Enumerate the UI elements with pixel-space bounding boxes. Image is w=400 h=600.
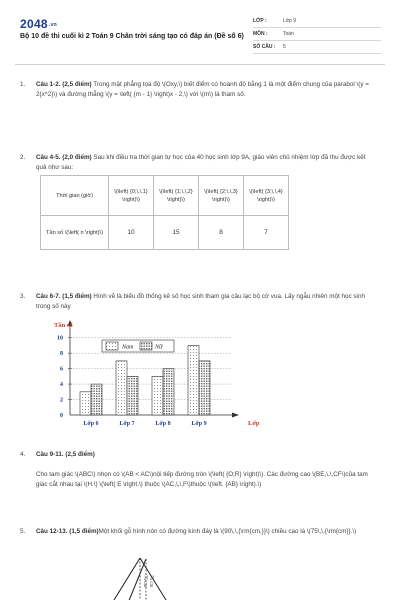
x-tick-label: Lớp 8: [155, 421, 171, 427]
legend-swatch-nu: [140, 342, 152, 350]
table-cell: \(\left( {3;\,\,4} \right)\): [244, 176, 289, 216]
y-tick-label: 0: [60, 413, 63, 419]
table-cell: \(\left( {0;\,\,1} \right)\): [109, 176, 154, 216]
y-tick-label: 8: [60, 351, 63, 358]
y-axis-label: Tần số: [54, 322, 73, 329]
page-title: Bộ 10 đề thi cuối kì 2 Toán 9 Chân trời sáng tạo có đáp án (Đề số 6): [20, 33, 244, 40]
x-tick-label: Lớp 7: [119, 421, 135, 427]
table-cell: \(\left( {2;\,\,3} \right)\): [199, 176, 244, 216]
y-tick-label: 2: [60, 397, 63, 404]
chess-club-bar-chart: [36, 318, 276, 433]
header-divider: [15, 64, 385, 65]
question-4-text: Cho tam giác \(ABC\) nhọn có \(AB < AC\)nội tiếp đường tròn \(\left( {O;R} \right)\). Các đường cao \(BE,\,\,CF\)của tam giác cắt nhau tại \(H.\) \(\left( E \right.\) thuộc \(AC,\,\,F\)thuộc \(\left. {AB} \right).\): [36, 471, 368, 488]
bar-nữ-9: [199, 361, 210, 415]
table-row-header: Tần số \(\left( n \right)\): [41, 216, 109, 250]
cone-height-label: 75 cm: [142, 575, 147, 588]
site-logo[interactable]: 2048.vn: [20, 17, 58, 31]
y-tick-label: 6: [60, 366, 63, 373]
question-2-label: Câu 4-5. (2,0 điểm): [36, 154, 92, 161]
table-cell: 10: [109, 216, 154, 250]
document-header: [0, 0, 400, 62]
question-1-text: Trong mặt phẳng tọa độ \(Oxy,\) biết điểm có hoành độ bằng 1 là một điểm chung của parabol \(y = 2{x^2}\) và đường thẳng \(y = \left( {m - 1} \right)x - 2,\) với \(m\) là tham số.: [36, 81, 369, 98]
bar-nữ-7: [127, 376, 138, 415]
table-row: [41, 216, 289, 250]
study-time-table: [40, 175, 289, 250]
table-cell: 8: [199, 216, 244, 250]
bar-nam-7: [116, 361, 127, 415]
x-tick-label: Lớp 9: [191, 421, 207, 427]
y-tick-label: 10: [57, 335, 63, 342]
legend-label-nam: Nam: [122, 344, 134, 351]
table-cell: 7: [244, 216, 289, 250]
meta-count-row: SỐ CÂU : 5: [253, 41, 381, 54]
table-row-header: Thời gian (giờ): [41, 176, 109, 216]
question-3-label: Câu 6-7. (1,5 điểm): [36, 293, 92, 300]
bar-nam-9: [188, 345, 199, 415]
bar-nữ-6: [91, 384, 102, 415]
cone-shape: [110, 555, 190, 600]
bar-nam-6: [80, 392, 91, 415]
x-tick-label: Lớp 6: [83, 421, 99, 427]
question-3-text: Hình vẽ là biểu đồ thống kê số học sinh tham gia câu lạc bộ cờ vua. Lấy ngẫu nhiên một học sinh trong số này: [36, 293, 365, 310]
cone-left-edge: [114, 558, 140, 600]
question-5-text: Một khối gỗ hình nón có đường kính đáy là \(90\,\,{\rm{cm,}}\) chiều cao là \(75\,\,{\rm{cm}}.\): [98, 528, 357, 535]
meta-class-row: LỚP : Lớp 9: [253, 15, 381, 28]
table-cell: 15: [154, 216, 199, 250]
table-row: [41, 176, 289, 216]
bar-nam-8: [152, 376, 163, 415]
cone-height-label: 75 cm: [148, 575, 153, 588]
question-5-label: Câu 12-13. (1,5 điểm): [36, 528, 99, 535]
x-axis-label: Lớp: [248, 420, 260, 427]
meta-subject-row: MÔN : Toán: [253, 28, 381, 41]
meta-panel: [253, 15, 381, 54]
bar-nữ-8: [163, 369, 174, 415]
question-4-label: Câu 9-11. (2,5 điểm): [36, 451, 95, 458]
y-tick-label: 4: [60, 382, 63, 389]
question-1-label: Câu 1-2. (2,5 điểm): [36, 81, 92, 88]
question-2-text: Sau khi điều tra thời gian tự học của 40 học sinh lớp 9A, giáo viên chủ nhiệm lớp đã thu được kết quả như sau:: [36, 154, 366, 171]
x-axis-arrow: [232, 413, 239, 418]
legend-label-nu: Nữ: [155, 344, 163, 351]
legend-swatch-nam: [106, 342, 118, 350]
table-cell: \(\left( {1;\,\,2} \right)\): [154, 176, 199, 216]
